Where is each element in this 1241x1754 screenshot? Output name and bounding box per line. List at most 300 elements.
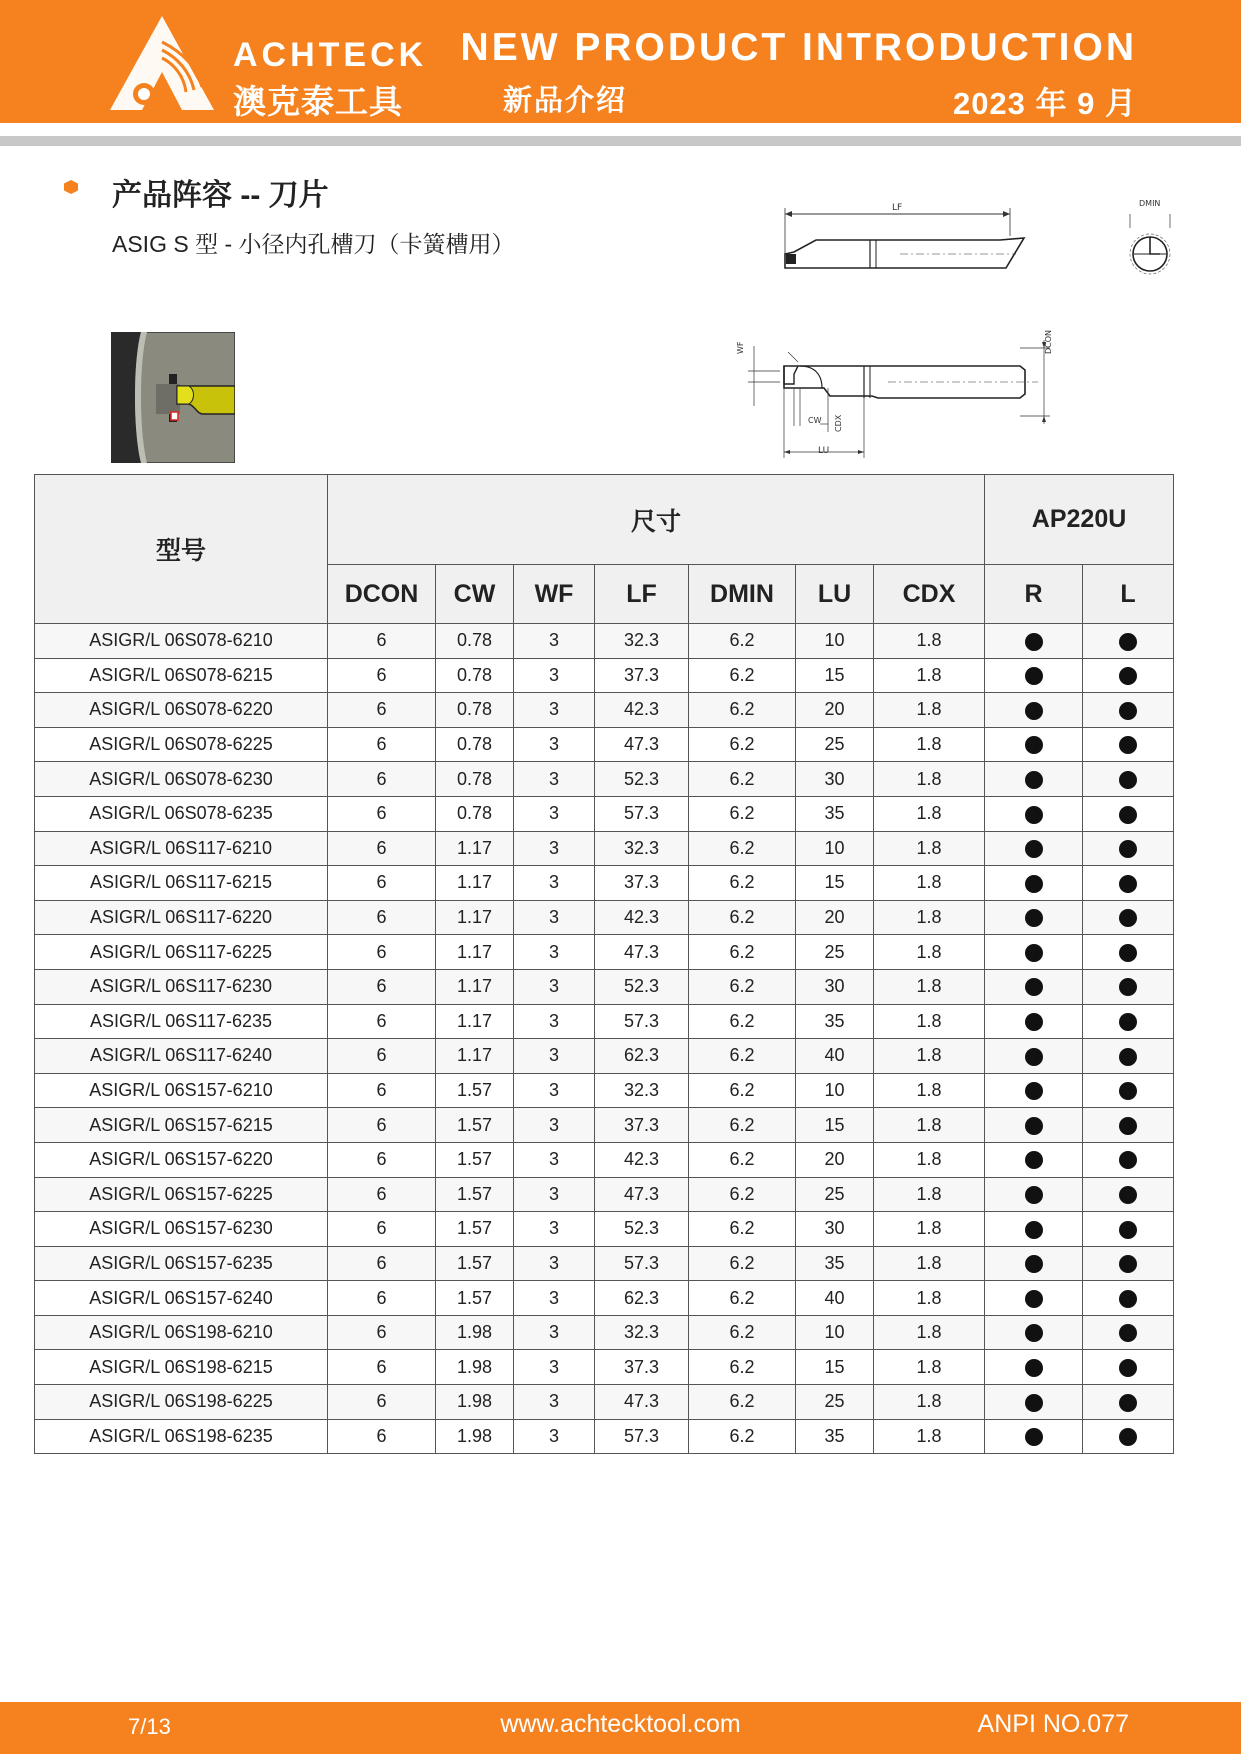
cell-cdx: 1.8 bbox=[874, 1108, 985, 1143]
filled-circle-icon bbox=[1025, 978, 1043, 996]
cell-dcon: 6 bbox=[328, 624, 436, 659]
cell-dcon: 6 bbox=[328, 1212, 436, 1247]
insert-dimension-drawing bbox=[738, 326, 1058, 462]
cell-lu: 20 bbox=[796, 900, 874, 935]
filled-circle-icon bbox=[1119, 978, 1137, 996]
cell-cw: 0.78 bbox=[436, 624, 514, 659]
cell-lu: 25 bbox=[796, 727, 874, 762]
cell-wf: 3 bbox=[514, 1281, 595, 1316]
cell-dcon: 6 bbox=[328, 1246, 436, 1281]
cell-cw: 1.57 bbox=[436, 1177, 514, 1212]
cell-lf: 32.3 bbox=[595, 831, 689, 866]
hexagon-bullet-icon bbox=[64, 180, 78, 194]
cell-availability-l bbox=[1083, 1315, 1174, 1350]
cell-dmin: 6.2 bbox=[689, 1108, 796, 1143]
table-row bbox=[35, 624, 1174, 659]
filled-circle-icon bbox=[1119, 1428, 1137, 1446]
filled-circle-icon bbox=[1119, 1359, 1137, 1377]
cell-wf: 3 bbox=[514, 1073, 595, 1108]
cell-availability-l bbox=[1083, 1039, 1174, 1074]
page-title-cn: 新品介绍 bbox=[503, 85, 628, 117]
cell-availability-r bbox=[985, 1073, 1083, 1108]
cell-model: ASIGR/L 06S198-6235 bbox=[35, 1419, 328, 1454]
cell-wf: 3 bbox=[514, 935, 595, 970]
cell-dcon: 6 bbox=[328, 1039, 436, 1074]
cell-dcon: 6 bbox=[328, 1073, 436, 1108]
cell-lf: 32.3 bbox=[595, 1073, 689, 1108]
cell-cw: 1.17 bbox=[436, 935, 514, 970]
cell-cdx: 1.8 bbox=[874, 762, 985, 797]
cell-model: ASIGR/L 06S078-6210 bbox=[35, 624, 328, 659]
table-row bbox=[35, 796, 1174, 831]
brand-name-cn: 澳克泰工具 bbox=[233, 83, 403, 120]
dimension-group-header: 尺寸 bbox=[328, 475, 985, 565]
cell-lu: 10 bbox=[796, 624, 874, 659]
cell-cw: 1.57 bbox=[436, 1142, 514, 1177]
cell-lu: 30 bbox=[796, 969, 874, 1004]
cell-cw: 1.17 bbox=[436, 969, 514, 1004]
cell-cdx: 1.8 bbox=[874, 1281, 985, 1316]
cell-lu: 10 bbox=[796, 831, 874, 866]
cell-lf: 37.3 bbox=[595, 658, 689, 693]
filled-circle-icon bbox=[1119, 1048, 1137, 1066]
cell-cw: 1.57 bbox=[436, 1212, 514, 1247]
cell-availability-r bbox=[985, 693, 1083, 728]
cell-dcon: 6 bbox=[328, 762, 436, 797]
table-row bbox=[35, 1350, 1174, 1385]
cell-dmin: 6.2 bbox=[689, 1177, 796, 1212]
filled-circle-icon bbox=[1119, 1186, 1137, 1204]
cell-lu: 25 bbox=[796, 935, 874, 970]
cell-cw: 1.17 bbox=[436, 1004, 514, 1039]
column-header-dcon: DCON bbox=[328, 565, 436, 624]
cell-availability-r bbox=[985, 1281, 1083, 1316]
cell-model: ASIGR/L 06S198-6210 bbox=[35, 1315, 328, 1350]
cell-lu: 15 bbox=[796, 1350, 874, 1385]
cell-wf: 3 bbox=[514, 969, 595, 1004]
cell-wf: 3 bbox=[514, 1142, 595, 1177]
column-header-cdx: CDX bbox=[874, 565, 985, 624]
filled-circle-icon bbox=[1025, 909, 1043, 927]
cell-availability-r bbox=[985, 866, 1083, 901]
cell-availability-r bbox=[985, 935, 1083, 970]
cell-lf: 57.3 bbox=[595, 796, 689, 831]
cell-lu: 10 bbox=[796, 1315, 874, 1350]
column-header-l: L bbox=[1083, 565, 1174, 624]
cell-model: ASIGR/L 06S078-6220 bbox=[35, 693, 328, 728]
cell-lu: 20 bbox=[796, 1142, 874, 1177]
cell-availability-l bbox=[1083, 866, 1174, 901]
cell-dmin: 6.2 bbox=[689, 1212, 796, 1247]
cell-dmin: 6.2 bbox=[689, 693, 796, 728]
cell-dcon: 6 bbox=[328, 1315, 436, 1350]
cell-lf: 37.3 bbox=[595, 866, 689, 901]
cell-cw: 0.78 bbox=[436, 796, 514, 831]
cell-wf: 3 bbox=[514, 693, 595, 728]
brand-name-en: ACHTECK bbox=[233, 36, 428, 74]
cell-model: ASIGR/L 06S157-6235 bbox=[35, 1246, 328, 1281]
cell-cdx: 1.8 bbox=[874, 658, 985, 693]
table-row bbox=[35, 900, 1174, 935]
cell-lu: 35 bbox=[796, 1246, 874, 1281]
filled-circle-icon bbox=[1119, 702, 1137, 720]
cell-availability-r bbox=[985, 1212, 1083, 1247]
cell-cdx: 1.8 bbox=[874, 1385, 985, 1420]
cell-cdx: 1.8 bbox=[874, 1039, 985, 1074]
cell-cdx: 1.8 bbox=[874, 727, 985, 762]
cell-dmin: 6.2 bbox=[689, 796, 796, 831]
cell-availability-r bbox=[985, 796, 1083, 831]
cell-lu: 10 bbox=[796, 1073, 874, 1108]
cell-lf: 47.3 bbox=[595, 1177, 689, 1212]
cell-wf: 3 bbox=[514, 1039, 595, 1074]
filled-circle-icon bbox=[1119, 909, 1137, 927]
achteck-logo-icon bbox=[102, 12, 222, 112]
model-column-header: 型号 bbox=[35, 475, 328, 624]
label-lu: LU bbox=[818, 446, 830, 456]
cell-cw: 1.98 bbox=[436, 1315, 514, 1350]
cell-wf: 3 bbox=[514, 1004, 595, 1039]
cell-cw: 1.57 bbox=[436, 1108, 514, 1143]
filled-circle-icon bbox=[1025, 944, 1043, 962]
cell-availability-l bbox=[1083, 1073, 1174, 1108]
cell-dcon: 6 bbox=[328, 831, 436, 866]
publish-date: 2023 年 9 月 bbox=[952, 86, 1137, 121]
filled-circle-icon bbox=[1025, 702, 1043, 720]
cell-cdx: 1.8 bbox=[874, 1212, 985, 1247]
cell-cw: 0.78 bbox=[436, 727, 514, 762]
table-row bbox=[35, 727, 1174, 762]
cell-availability-l bbox=[1083, 727, 1174, 762]
cell-dmin: 6.2 bbox=[689, 1039, 796, 1074]
cell-lu: 40 bbox=[796, 1281, 874, 1316]
filled-circle-icon bbox=[1119, 875, 1137, 893]
cell-dmin: 6.2 bbox=[689, 1004, 796, 1039]
section-subtitle: ASIG S 型 - 小径内孔槽刀（卡簧槽用） bbox=[112, 231, 515, 257]
filled-circle-icon bbox=[1025, 1048, 1043, 1066]
cell-availability-l bbox=[1083, 1177, 1174, 1212]
cell-lf: 47.3 bbox=[595, 935, 689, 970]
cell-dcon: 6 bbox=[328, 1004, 436, 1039]
label-dmin: DMIN bbox=[1139, 199, 1161, 208]
table-row bbox=[35, 1385, 1174, 1420]
cell-availability-l bbox=[1083, 1350, 1174, 1385]
cell-cdx: 1.8 bbox=[874, 969, 985, 1004]
cell-cdx: 1.8 bbox=[874, 1315, 985, 1350]
table-row bbox=[35, 1212, 1174, 1247]
cell-model: ASIGR/L 06S117-6235 bbox=[35, 1004, 328, 1039]
cell-cdx: 1.8 bbox=[874, 624, 985, 659]
cell-availability-l bbox=[1083, 658, 1174, 693]
cell-dmin: 6.2 bbox=[689, 866, 796, 901]
cell-lu: 15 bbox=[796, 866, 874, 901]
cell-cdx: 1.8 bbox=[874, 1142, 985, 1177]
filled-circle-icon bbox=[1025, 1117, 1043, 1135]
column-header-r: R bbox=[985, 565, 1083, 624]
cell-dmin: 6.2 bbox=[689, 969, 796, 1004]
cell-lf: 37.3 bbox=[595, 1108, 689, 1143]
cell-dmin: 6.2 bbox=[689, 1073, 796, 1108]
cell-lf: 62.3 bbox=[595, 1281, 689, 1316]
cell-dcon: 6 bbox=[328, 1419, 436, 1454]
cell-dmin: 6.2 bbox=[689, 1142, 796, 1177]
filled-circle-icon bbox=[1025, 840, 1043, 858]
cell-cw: 1.98 bbox=[436, 1350, 514, 1385]
table-row bbox=[35, 1177, 1174, 1212]
cell-availability-r bbox=[985, 1350, 1083, 1385]
cell-lu: 15 bbox=[796, 658, 874, 693]
cell-cdx: 1.8 bbox=[874, 1073, 985, 1108]
cell-lf: 37.3 bbox=[595, 1350, 689, 1385]
cell-availability-r bbox=[985, 969, 1083, 1004]
filled-circle-icon bbox=[1025, 806, 1043, 824]
filled-circle-icon bbox=[1119, 1221, 1137, 1239]
cell-dmin: 6.2 bbox=[689, 1419, 796, 1454]
filled-circle-icon bbox=[1025, 771, 1043, 789]
filled-circle-icon bbox=[1025, 1013, 1043, 1031]
filled-circle-icon bbox=[1025, 1290, 1043, 1308]
filled-circle-icon bbox=[1025, 1221, 1043, 1239]
table-row bbox=[35, 658, 1174, 693]
cell-model: ASIGR/L 06S157-6240 bbox=[35, 1281, 328, 1316]
cell-dcon: 6 bbox=[328, 658, 436, 693]
cell-lu: 35 bbox=[796, 1004, 874, 1039]
cell-availability-r bbox=[985, 1039, 1083, 1074]
table-row bbox=[35, 1039, 1174, 1074]
cell-wf: 3 bbox=[514, 831, 595, 866]
section-title: 产品阵容 -- 刀片 bbox=[112, 179, 329, 212]
cell-dcon: 6 bbox=[328, 1177, 436, 1212]
cell-wf: 3 bbox=[514, 658, 595, 693]
column-header-cw: CW bbox=[436, 565, 514, 624]
cell-cdx: 1.8 bbox=[874, 693, 985, 728]
cell-wf: 3 bbox=[514, 796, 595, 831]
cell-lf: 52.3 bbox=[595, 762, 689, 797]
cell-dcon: 6 bbox=[328, 900, 436, 935]
cell-availability-l bbox=[1083, 1385, 1174, 1420]
cell-wf: 3 bbox=[514, 727, 595, 762]
cell-dmin: 6.2 bbox=[689, 900, 796, 935]
filled-circle-icon bbox=[1119, 1013, 1137, 1031]
table-row bbox=[35, 1073, 1174, 1108]
filled-circle-icon bbox=[1025, 1255, 1043, 1273]
cell-availability-l bbox=[1083, 969, 1174, 1004]
cell-lu: 25 bbox=[796, 1385, 874, 1420]
cell-dcon: 6 bbox=[328, 693, 436, 728]
document-number: ANPI NO.077 bbox=[977, 1710, 1129, 1738]
cell-model: ASIGR/L 06S117-6215 bbox=[35, 866, 328, 901]
cell-lf: 62.3 bbox=[595, 1039, 689, 1074]
cell-wf: 3 bbox=[514, 1177, 595, 1212]
filled-circle-icon bbox=[1119, 1394, 1137, 1412]
cell-model: ASIGR/L 06S198-6225 bbox=[35, 1385, 328, 1420]
cell-availability-l bbox=[1083, 900, 1174, 935]
cell-dcon: 6 bbox=[328, 935, 436, 970]
cell-dcon: 6 bbox=[328, 1108, 436, 1143]
spec-table bbox=[34, 474, 1174, 1454]
cell-model: ASIGR/L 06S078-6235 bbox=[35, 796, 328, 831]
cell-dcon: 6 bbox=[328, 969, 436, 1004]
grooving-application-image bbox=[111, 332, 235, 463]
table-row bbox=[35, 1004, 1174, 1039]
filled-circle-icon bbox=[1025, 1324, 1043, 1342]
cell-lf: 57.3 bbox=[595, 1419, 689, 1454]
cell-cdx: 1.8 bbox=[874, 900, 985, 935]
cell-wf: 3 bbox=[514, 624, 595, 659]
cell-availability-l bbox=[1083, 1108, 1174, 1143]
table-row bbox=[35, 693, 1174, 728]
filled-circle-icon bbox=[1119, 1082, 1137, 1100]
filled-circle-icon bbox=[1025, 1151, 1043, 1169]
cell-cw: 1.17 bbox=[436, 866, 514, 901]
header-divider bbox=[0, 136, 1241, 146]
cell-cw: 1.17 bbox=[436, 831, 514, 866]
cell-model: ASIGR/L 06S157-6230 bbox=[35, 1212, 328, 1247]
label-cdx: CDX bbox=[834, 414, 843, 432]
cell-availability-r bbox=[985, 900, 1083, 935]
cell-availability-l bbox=[1083, 1212, 1174, 1247]
cell-model: ASIGR/L 06S117-6210 bbox=[35, 831, 328, 866]
cell-dmin: 6.2 bbox=[689, 1350, 796, 1385]
cell-availability-l bbox=[1083, 1004, 1174, 1039]
cell-availability-l bbox=[1083, 935, 1174, 970]
cell-availability-r bbox=[985, 658, 1083, 693]
cell-dmin: 6.2 bbox=[689, 1281, 796, 1316]
filled-circle-icon bbox=[1119, 1151, 1137, 1169]
cell-availability-r bbox=[985, 762, 1083, 797]
table-row bbox=[35, 935, 1174, 970]
cell-model: ASIGR/L 06S117-6225 bbox=[35, 935, 328, 970]
cell-availability-r bbox=[985, 1004, 1083, 1039]
cell-availability-r bbox=[985, 1142, 1083, 1177]
cell-cdx: 1.8 bbox=[874, 866, 985, 901]
cell-dcon: 6 bbox=[328, 727, 436, 762]
cell-lf: 52.3 bbox=[595, 1212, 689, 1247]
cell-model: ASIGR/L 06S078-6225 bbox=[35, 727, 328, 762]
cell-wf: 3 bbox=[514, 1385, 595, 1420]
cell-availability-l bbox=[1083, 1281, 1174, 1316]
cell-wf: 3 bbox=[514, 866, 595, 901]
cell-cdx: 1.8 bbox=[874, 831, 985, 866]
cell-model: ASIGR/L 06S157-6225 bbox=[35, 1177, 328, 1212]
cell-cdx: 1.8 bbox=[874, 1004, 985, 1039]
cell-model: ASIGR/L 06S117-6220 bbox=[35, 900, 328, 935]
cell-dcon: 6 bbox=[328, 796, 436, 831]
website-link[interactable]: www.achtecktool.com bbox=[500, 1710, 741, 1738]
table-row bbox=[35, 1281, 1174, 1316]
filled-circle-icon bbox=[1025, 633, 1043, 651]
cell-dcon: 6 bbox=[328, 1350, 436, 1385]
cell-dmin: 6.2 bbox=[689, 658, 796, 693]
insert-side-view-drawing bbox=[780, 196, 1030, 276]
cell-cdx: 1.8 bbox=[874, 1246, 985, 1281]
cell-availability-l bbox=[1083, 796, 1174, 831]
cell-cw: 1.17 bbox=[436, 1039, 514, 1074]
table-row bbox=[35, 1246, 1174, 1281]
cell-lf: 47.3 bbox=[595, 1385, 689, 1420]
filled-circle-icon bbox=[1025, 1082, 1043, 1100]
cell-availability-l bbox=[1083, 762, 1174, 797]
spec-table-body bbox=[35, 624, 1174, 1454]
page-number: 7/13 bbox=[128, 1714, 171, 1739]
cell-model: ASIGR/L 06S117-6230 bbox=[35, 969, 328, 1004]
cell-lf: 57.3 bbox=[595, 1246, 689, 1281]
cell-lf: 52.3 bbox=[595, 969, 689, 1004]
cell-cw: 0.78 bbox=[436, 762, 514, 797]
cell-wf: 3 bbox=[514, 1419, 595, 1454]
table-row bbox=[35, 1142, 1174, 1177]
table-row bbox=[35, 1419, 1174, 1454]
cell-model: ASIGR/L 06S157-6215 bbox=[35, 1108, 328, 1143]
filled-circle-icon bbox=[1119, 1290, 1137, 1308]
insert-end-view-drawing bbox=[1126, 206, 1174, 276]
cell-cw: 0.78 bbox=[436, 658, 514, 693]
cell-model: ASIGR/L 06S157-6210 bbox=[35, 1073, 328, 1108]
filled-circle-icon bbox=[1025, 667, 1043, 685]
cell-wf: 3 bbox=[514, 762, 595, 797]
cell-cdx: 1.8 bbox=[874, 1419, 985, 1454]
cell-wf: 3 bbox=[514, 1212, 595, 1247]
cell-lu: 35 bbox=[796, 1419, 874, 1454]
filled-circle-icon bbox=[1119, 736, 1137, 754]
filled-circle-icon bbox=[1025, 736, 1043, 754]
cell-cw: 0.78 bbox=[436, 693, 514, 728]
cell-cw: 1.98 bbox=[436, 1385, 514, 1420]
cell-dmin: 6.2 bbox=[689, 935, 796, 970]
cell-lf: 42.3 bbox=[595, 693, 689, 728]
filled-circle-icon bbox=[1119, 1324, 1137, 1342]
table-row bbox=[35, 1315, 1174, 1350]
cell-lu: 20 bbox=[796, 693, 874, 728]
cell-availability-r bbox=[985, 727, 1083, 762]
cell-dmin: 6.2 bbox=[689, 727, 796, 762]
filled-circle-icon bbox=[1025, 1186, 1043, 1204]
cell-wf: 3 bbox=[514, 900, 595, 935]
cell-wf: 3 bbox=[514, 1246, 595, 1281]
cell-dmin: 6.2 bbox=[689, 762, 796, 797]
cell-cdx: 1.8 bbox=[874, 935, 985, 970]
label-lf: LF bbox=[892, 203, 903, 213]
cell-model: ASIGR/L 06S157-6220 bbox=[35, 1142, 328, 1177]
cell-availability-r bbox=[985, 831, 1083, 866]
cell-dmin: 6.2 bbox=[689, 1246, 796, 1281]
cell-lf: 42.3 bbox=[595, 1142, 689, 1177]
cell-dcon: 6 bbox=[328, 1281, 436, 1316]
cell-lu: 30 bbox=[796, 762, 874, 797]
cell-availability-r bbox=[985, 1108, 1083, 1143]
column-header-wf: WF bbox=[514, 565, 595, 624]
cell-cw: 1.57 bbox=[436, 1246, 514, 1281]
cell-availability-l bbox=[1083, 624, 1174, 659]
cell-availability-l bbox=[1083, 1142, 1174, 1177]
cell-availability-r bbox=[985, 1177, 1083, 1212]
filled-circle-icon bbox=[1119, 771, 1137, 789]
filled-circle-icon bbox=[1119, 633, 1137, 651]
cell-availability-l bbox=[1083, 693, 1174, 728]
cell-availability-r bbox=[985, 1385, 1083, 1420]
cell-cw: 1.17 bbox=[436, 900, 514, 935]
cell-availability-r bbox=[985, 1419, 1083, 1454]
filled-circle-icon bbox=[1025, 1428, 1043, 1446]
column-header-lu: LU bbox=[796, 565, 874, 624]
cell-dcon: 6 bbox=[328, 866, 436, 901]
cell-lf: 47.3 bbox=[595, 727, 689, 762]
filled-circle-icon bbox=[1025, 875, 1043, 893]
cell-model: ASIGR/L 06S078-6215 bbox=[35, 658, 328, 693]
filled-circle-icon bbox=[1025, 1394, 1043, 1412]
column-header-dmin: DMIN bbox=[689, 565, 796, 624]
cell-cdx: 1.8 bbox=[874, 1177, 985, 1212]
